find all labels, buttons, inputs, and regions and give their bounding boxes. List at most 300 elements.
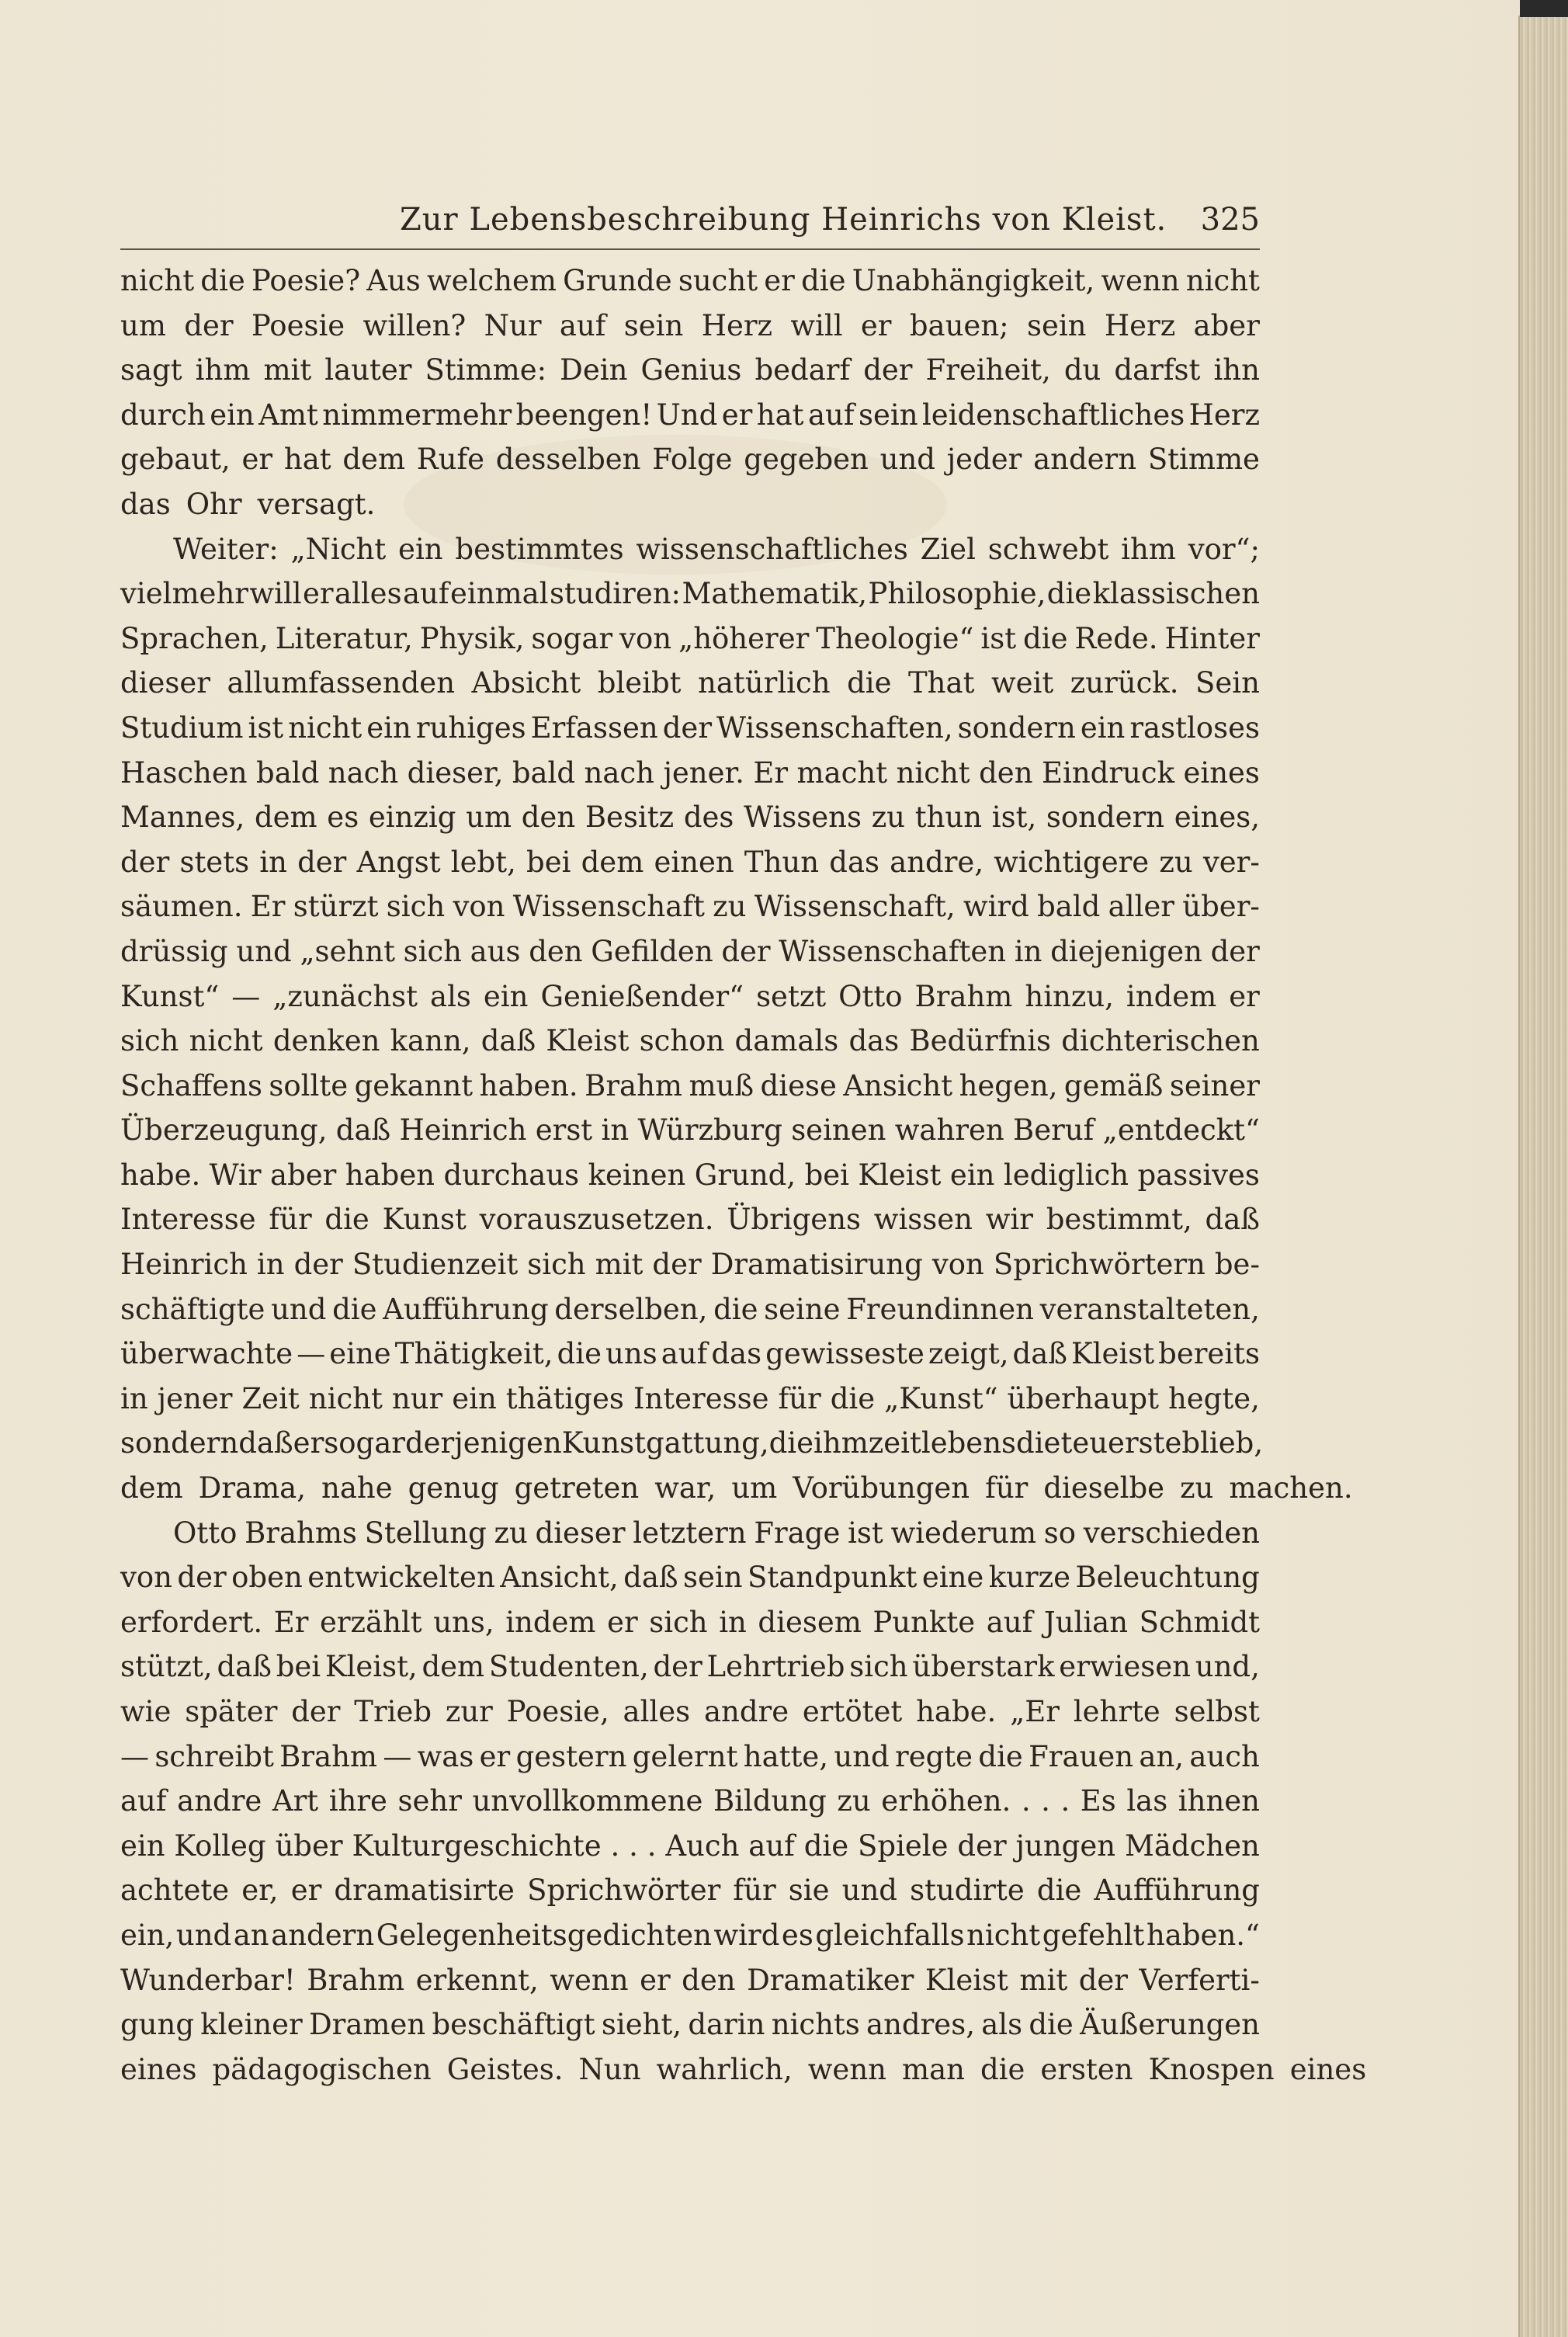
word: die <box>324 1203 369 1237</box>
word: klassischen <box>1092 577 1260 611</box>
word: wir <box>985 1203 1033 1237</box>
word: . <box>647 1828 657 1863</box>
word: der <box>120 845 170 879</box>
word: muß <box>689 1068 755 1103</box>
word: ihre <box>328 1784 387 1818</box>
word: selbst <box>1174 1695 1260 1728</box>
word: er <box>290 1873 322 1908</box>
word: eines <box>1289 2052 1367 2086</box>
word: und <box>175 1918 232 1952</box>
word: ihm <box>195 353 251 387</box>
word: . <box>629 1828 638 1863</box>
word: so <box>1043 1516 1077 1550</box>
word: kleiner <box>200 2008 303 2042</box>
word: Nur <box>484 308 542 342</box>
word: blieb, <box>1181 1426 1264 1460</box>
word: aber <box>270 1158 337 1192</box>
word: derjenigen <box>404 1426 562 1460</box>
word: ein <box>483 979 529 1013</box>
text-line <box>120 1108 1260 1153</box>
word: durch <box>120 398 206 432</box>
word: überwachte <box>120 1337 293 1371</box>
word: habe. <box>120 1158 201 1192</box>
word: oben <box>231 1561 303 1595</box>
word: Kleist, <box>324 1650 418 1684</box>
word: der <box>652 1248 702 1282</box>
word: Spiele <box>858 1828 949 1863</box>
word: daß <box>1012 1337 1067 1371</box>
word: Trieb <box>354 1695 432 1728</box>
word: und <box>841 1873 897 1908</box>
word: „Kunst“ <box>884 1381 998 1415</box>
word: ersten <box>1040 2052 1133 2086</box>
word: regte <box>895 1739 973 1773</box>
text-line <box>120 1689 1260 1735</box>
word: andre, <box>890 845 984 879</box>
word: Dramatisirung <box>710 1248 923 1282</box>
word: Wissens <box>744 800 862 835</box>
word: zu <box>1180 1471 1214 1505</box>
word: Genießender“ <box>540 979 744 1013</box>
word: studirte <box>910 1873 1025 1908</box>
word: thätiges <box>505 1381 624 1415</box>
word: die <box>768 1426 814 1460</box>
word: den <box>682 1963 736 1997</box>
word: auf <box>748 1828 795 1863</box>
word: ein <box>398 532 443 566</box>
word: gebaut, <box>120 443 231 477</box>
word: Lehrtrieb <box>706 1650 845 1684</box>
word: Dein <box>560 353 628 387</box>
word: daß <box>238 1426 293 1460</box>
word: Freundinnen <box>846 1292 1035 1326</box>
word: er <box>640 1963 671 1997</box>
word: sondern <box>957 710 1076 745</box>
word: das <box>848 1024 900 1058</box>
word: Zeit <box>241 1381 300 1415</box>
word: stets <box>179 845 250 879</box>
word: sogar <box>324 1426 405 1460</box>
word: es <box>781 1918 813 1952</box>
word: bestimmtes <box>455 532 624 566</box>
word: machen. <box>1229 1471 1353 1505</box>
word: hat <box>283 443 331 477</box>
word: die <box>1029 2008 1074 2042</box>
text-line <box>120 2002 1260 2047</box>
word: die <box>830 1381 876 1415</box>
text-line <box>120 1779 1260 1824</box>
word: nicht <box>120 264 195 297</box>
word: Herz <box>1104 308 1176 342</box>
page-number: 325 <box>1200 202 1260 238</box>
word: hegte, <box>1167 1381 1260 1415</box>
word: lauter <box>324 353 412 387</box>
word: Thun <box>744 845 820 879</box>
word: Grunde <box>563 264 672 297</box>
word: mit <box>263 353 312 387</box>
word: Nun <box>578 2052 641 2086</box>
word: dichterischen <box>1061 1024 1260 1058</box>
word: dieser <box>120 666 210 700</box>
word: und <box>834 1739 890 1773</box>
word: andre <box>177 1784 262 1818</box>
word: erzählt <box>319 1605 422 1639</box>
word: für <box>269 1203 312 1237</box>
word: Kunst <box>382 1203 467 1237</box>
word: stützt, <box>120 1650 213 1684</box>
word: wenn <box>550 1963 629 1997</box>
word: der <box>297 845 347 879</box>
word: „höherer <box>678 621 810 655</box>
word: über <box>275 1828 343 1863</box>
word: Punkte <box>872 1605 976 1639</box>
word: nahe <box>321 1471 393 1505</box>
word: Grund, <box>694 1158 796 1192</box>
word: sein <box>1026 308 1087 342</box>
word: Überzeugung, <box>120 1113 328 1148</box>
word: Otto <box>173 1516 238 1550</box>
word: Dramatiker <box>747 1963 914 1997</box>
word: sehr <box>397 1784 462 1818</box>
word: die <box>332 1292 377 1326</box>
word: sogar <box>531 621 613 655</box>
word: von <box>931 1248 984 1282</box>
word: sucht <box>678 264 758 297</box>
word: hinzu, <box>1025 979 1114 1013</box>
word: Aufführung <box>1094 1873 1260 1908</box>
word: lediglich <box>1003 1158 1129 1192</box>
word: von <box>619 621 672 655</box>
word: Kleist <box>924 1963 1008 1997</box>
word: seinen <box>791 1113 886 1148</box>
word: getreten <box>514 1471 640 1505</box>
word: die <box>713 1292 758 1326</box>
word: dieselbe <box>1043 1471 1165 1505</box>
word: Besitz <box>585 800 675 835</box>
word: sondern <box>1046 800 1165 835</box>
word: ist <box>848 1516 883 1550</box>
word: die <box>803 1828 849 1863</box>
word: indem <box>1126 979 1217 1013</box>
word: daß <box>480 1024 536 1058</box>
word: und <box>236 934 292 968</box>
word: Weiter: <box>173 532 279 566</box>
text-line <box>120 1332 1260 1377</box>
word: zu <box>837 1784 871 1818</box>
word: den <box>979 755 1033 790</box>
word: setzt <box>756 979 827 1013</box>
word: als <box>430 979 471 1013</box>
word: der <box>184 308 234 342</box>
word: war, <box>654 1471 716 1505</box>
word: Otto <box>838 979 903 1013</box>
word: der <box>721 934 771 968</box>
text-line <box>120 304 1260 349</box>
word: Rede. <box>1074 621 1158 655</box>
word: „sehnt <box>300 934 395 968</box>
word: bereits <box>1158 1337 1260 1371</box>
word: willen? <box>363 308 467 342</box>
word: Heinrich <box>399 1113 527 1148</box>
word: will <box>790 308 843 342</box>
word: sein <box>858 398 918 432</box>
word: drüssig <box>120 934 228 968</box>
word: die <box>978 1739 1023 1773</box>
word: Gefilden <box>591 934 713 968</box>
word: Rufe <box>416 443 485 477</box>
word: ein <box>949 1158 995 1192</box>
word: nimmermehr <box>322 398 512 432</box>
word: einen <box>654 845 734 879</box>
word: achtete <box>120 1873 230 1908</box>
word: vielmehr <box>120 577 248 611</box>
text-line <box>120 1153 1260 1198</box>
word: wenn <box>807 2052 886 2086</box>
word: Brahm <box>585 1068 682 1103</box>
text-line <box>120 840 1260 885</box>
word: sich <box>527 1248 586 1282</box>
word: du <box>1063 353 1101 387</box>
word: er <box>293 1426 324 1460</box>
word: nicht <box>1185 264 1260 297</box>
text-line <box>120 527 1260 572</box>
word: Herz <box>1188 398 1260 432</box>
word: ihn <box>1213 353 1260 387</box>
word: Kleist <box>1071 1337 1155 1371</box>
word: ist <box>980 621 1017 655</box>
word: Verferti- <box>1139 1963 1260 1997</box>
word: beengen! <box>515 398 653 432</box>
word: sich <box>849 1650 908 1684</box>
word: Bildung <box>713 1784 827 1818</box>
word: „Er <box>1010 1695 1060 1728</box>
word: der <box>863 353 913 387</box>
word: er <box>721 398 753 432</box>
word: an, <box>1139 1739 1185 1773</box>
text-line <box>120 1644 1260 1689</box>
word: um <box>731 1471 778 1505</box>
word: Brahm <box>279 1739 377 1773</box>
word: wahrlich, <box>656 2052 793 2086</box>
word: weit <box>990 666 1054 700</box>
text-line <box>120 929 1260 974</box>
word: schäftigte <box>120 1292 265 1326</box>
word: er <box>764 264 795 297</box>
word: zu <box>1159 845 1193 879</box>
word: schon <box>639 1024 725 1058</box>
word: ver- <box>1202 845 1260 879</box>
word: gemäß <box>1063 1068 1164 1103</box>
word: diesem <box>758 1605 862 1639</box>
word: aus <box>470 934 521 968</box>
word: Haschen <box>120 755 248 790</box>
word: die <box>980 2052 1025 2086</box>
word: Poesie? <box>251 264 361 297</box>
word: das <box>711 1337 762 1371</box>
word: keinen <box>588 1158 686 1192</box>
word: es <box>327 800 359 835</box>
word: bald <box>256 755 320 790</box>
word: Kolleg <box>174 1828 266 1863</box>
word: Kunst“ <box>120 979 220 1013</box>
word: wissenschaftliches <box>636 532 908 566</box>
word: Genius <box>640 353 742 387</box>
word: gekannt <box>354 1068 474 1103</box>
word: Erfassen <box>530 710 658 745</box>
word: genug <box>408 1471 499 1505</box>
word: für <box>778 1381 821 1415</box>
word: Folge <box>652 443 733 477</box>
word: will <box>249 577 302 611</box>
word: um <box>466 800 512 835</box>
word: Ohr <box>186 487 242 521</box>
word: lebt, <box>450 845 516 879</box>
text-line <box>120 259 1260 304</box>
word: verschieden <box>1083 1516 1260 1550</box>
word: erhöhen. <box>881 1784 1011 1818</box>
body-text <box>120 259 1367 2092</box>
word: Kunstgattung, <box>561 1426 769 1460</box>
word: und <box>271 1292 327 1326</box>
word: Sein <box>1195 666 1260 700</box>
text-line <box>120 1555 1260 1600</box>
word: Eindruck <box>1041 755 1175 790</box>
word: auf <box>559 308 606 342</box>
word: „entdeckt“ <box>1102 1113 1260 1148</box>
word: Kleist <box>858 1158 942 1192</box>
word: daß <box>623 1561 678 1595</box>
word: Dramen <box>308 2008 426 2042</box>
word: daß <box>335 1113 391 1148</box>
word: diejenigen <box>1050 934 1202 968</box>
word: sich <box>386 890 446 924</box>
word: erfordert. <box>120 1605 263 1639</box>
word: gewisseste <box>765 1337 924 1371</box>
word: einmal <box>449 577 549 611</box>
word: bei <box>804 1158 849 1192</box>
word: Freiheit, <box>925 353 1051 387</box>
word: die <box>1046 577 1092 611</box>
word: bestimmt, <box>1046 1203 1192 1237</box>
text-line <box>120 1913 1260 1958</box>
word: ruhiges <box>415 710 526 745</box>
word: für <box>985 1471 1029 1505</box>
word: sondern <box>120 1426 239 1460</box>
word: nur <box>391 1381 443 1415</box>
word: andern <box>1033 443 1137 477</box>
word: Unabhängigkeit, <box>852 264 1095 297</box>
word: natürlich <box>698 666 831 700</box>
word: seiner <box>1169 1068 1260 1103</box>
word: ertötet <box>802 1695 903 1728</box>
word: gleichfalls <box>815 1918 965 1952</box>
word: Herz <box>701 308 773 342</box>
word: dem <box>342 443 406 477</box>
word: diese <box>760 1068 837 1103</box>
word: sagt <box>120 353 182 387</box>
word: — <box>120 1739 149 1773</box>
word: alles <box>334 577 402 611</box>
word: gefehlt <box>1042 1918 1145 1952</box>
word: uns, <box>433 1605 494 1639</box>
word: auf <box>402 577 449 611</box>
word: zur <box>445 1695 493 1728</box>
word: Stimme: <box>425 353 547 387</box>
word: später <box>185 1695 278 1728</box>
word: die <box>557 1337 602 1371</box>
word: ein <box>210 398 255 432</box>
word: Stellung <box>364 1516 487 1550</box>
word: . <box>1021 1784 1031 1818</box>
word: Literatur, <box>275 621 413 655</box>
word: Art <box>272 1784 319 1818</box>
word: andres, <box>866 2008 975 2042</box>
text-line <box>120 482 1260 527</box>
word: der <box>291 1695 341 1728</box>
text-line <box>120 2047 1367 2092</box>
word: Wissenschaft <box>512 890 705 924</box>
word: Sprichwörtern <box>993 1248 1205 1282</box>
word: kann, <box>390 1024 471 1058</box>
word: die <box>801 264 846 297</box>
word: sein <box>683 1561 743 1595</box>
word: nichts <box>771 2008 860 2042</box>
word: der <box>653 1650 702 1684</box>
word: Poesie, <box>506 1695 609 1728</box>
word: Übrigens <box>727 1203 862 1237</box>
word: auch <box>1189 1739 1260 1773</box>
word: er <box>241 443 273 477</box>
word: Kleist <box>546 1024 630 1058</box>
text-line <box>120 751 1260 796</box>
word: Aus <box>366 264 421 297</box>
text-line <box>120 1958 1260 2003</box>
word: Wir <box>209 1158 262 1192</box>
word: alles <box>623 1695 691 1728</box>
word: jungen <box>1015 1828 1116 1863</box>
word: Stimme <box>1147 443 1260 477</box>
word: erkennt, <box>415 1963 539 1997</box>
word: dem <box>120 1471 183 1505</box>
text-line <box>120 571 1260 616</box>
word: Mädchen <box>1124 1828 1260 1863</box>
word: dem <box>421 1650 485 1684</box>
word: überhaupt <box>1007 1381 1159 1415</box>
word: zeigt, <box>928 1337 1009 1371</box>
text-line <box>120 974 1260 1019</box>
word: sich <box>649 1605 708 1639</box>
word: von <box>120 1561 173 1595</box>
word: wichtigere <box>994 845 1150 879</box>
word: überstark <box>912 1650 1055 1684</box>
word: bauen; <box>909 308 1009 342</box>
word: desselben <box>495 443 641 477</box>
word: wird <box>713 1918 780 1952</box>
word: Aufführung <box>383 1292 549 1326</box>
word: auf <box>120 1784 167 1818</box>
text-line <box>120 1600 1260 1645</box>
word: säumen. <box>120 890 243 924</box>
word: macht <box>796 755 888 790</box>
text-line <box>120 1824 1260 1869</box>
word: versagt. <box>257 487 376 521</box>
word: darfst <box>1114 353 1201 387</box>
word: Beruf <box>1013 1113 1094 1148</box>
word: aller <box>1108 890 1174 924</box>
word: Er <box>273 1605 309 1639</box>
word: indem <box>505 1605 596 1639</box>
word: Er <box>753 755 789 790</box>
